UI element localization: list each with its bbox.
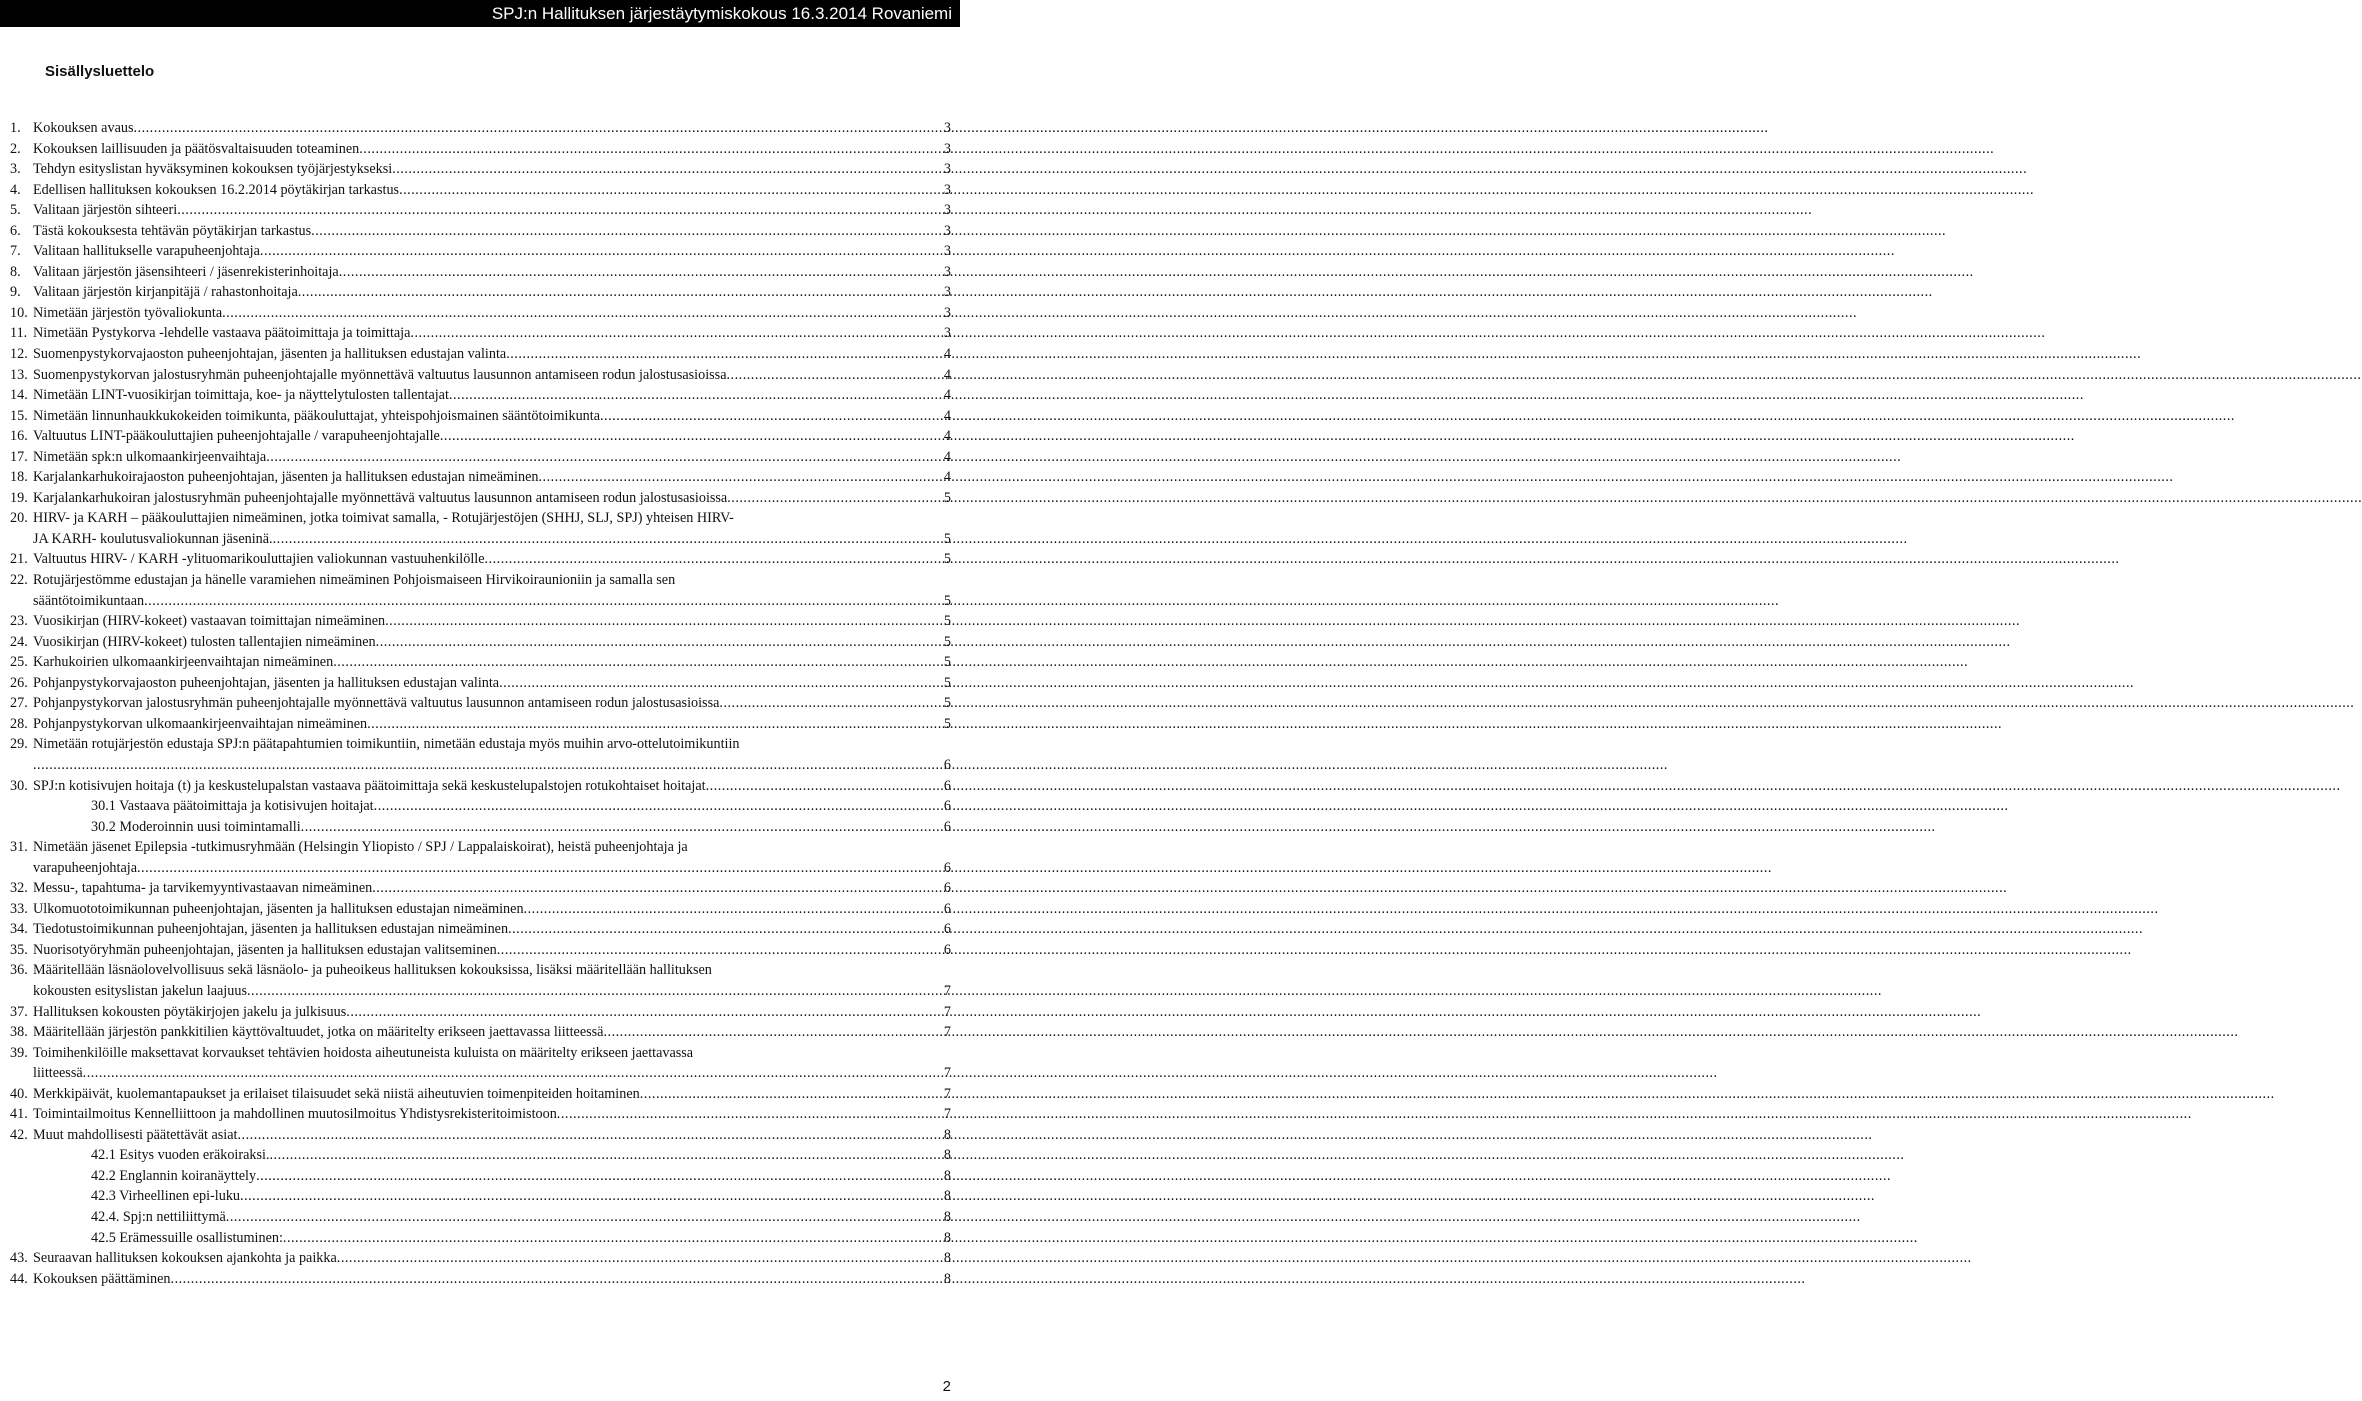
- toc-entry-title: Pohjanpystykorvajaoston puheenjohtajan, jäsenten ja hallituksen edustajan valinta: [33, 674, 500, 691]
- toc-entry[interactable]: [10, 673, 951, 694]
- toc-entry-page: 6: [943, 777, 951, 794]
- toc-entry-page: 6: [943, 798, 951, 815]
- toc-entry-title: 30.2 Moderoinnin uusi toimintamalli: [91, 818, 301, 835]
- toc-heading: Sisällysluettelo: [45, 63, 155, 80]
- toc-entry-page: 4: [943, 407, 951, 424]
- toc-entry-title: Muut mahdollisesti päätettävät asiat: [33, 1126, 238, 1143]
- toc-dot-leader: [171, 1269, 941, 1290]
- toc-entry-title: Nimetään linnunhaukkukokeiden toimikunta, pääkouluttajat, yhteispohjoismainen sääntötoimikunta: [33, 407, 600, 424]
- toc-entry-page: 6: [943, 941, 951, 958]
- toc-entry[interactable]: [10, 549, 951, 570]
- toc-entry[interactable]: [10, 139, 951, 160]
- toc-entry-number: 7.: [10, 243, 21, 260]
- toc-entry-page: 5: [943, 674, 951, 691]
- toc-entry-title: JA KARH- koulutusvaliokunnan jäseninä.: [33, 530, 273, 547]
- toc-entry[interactable]: [10, 632, 951, 653]
- toc-entry-title: Määritellään järjestön pankkitilien käyttövaltuudet, jotka on määritelty erikseen jaettavassa liitteessä: [33, 1024, 604, 1041]
- toc-dot-leader: [301, 817, 941, 838]
- toc-entry[interactable]: [10, 796, 951, 817]
- toc-entry[interactable]: [10, 426, 951, 447]
- toc-entry-title: Nuorisotyöryhmän puheenjohtajan, jäsenten ja hallituksen edustajan valitseminen: [33, 941, 497, 958]
- toc-entry-page: 5: [943, 695, 951, 712]
- toc-entry-number: 14.: [10, 387, 28, 404]
- toc-entry[interactable]: [10, 878, 951, 899]
- toc-entry-number: 16.: [10, 428, 28, 445]
- toc-dot-leader: [144, 591, 941, 612]
- toc-dot-leader: [372, 878, 941, 899]
- toc-dot-leader: [346, 1002, 941, 1023]
- toc-entry[interactable]: [10, 1269, 951, 1290]
- toc-dot-leader: [222, 303, 941, 324]
- toc-entry-page: 7: [943, 1085, 951, 1102]
- toc-dot-leader: [270, 1145, 941, 1166]
- toc-dot-leader: [640, 1084, 941, 1105]
- toc-dot-leader: [33, 755, 941, 776]
- toc-entry[interactable]: [10, 1022, 951, 1043]
- toc-entry-number: 3.: [10, 161, 21, 178]
- toc-entry-page: 8: [943, 1229, 951, 1246]
- toc-entry-page: 6: [943, 859, 951, 876]
- toc-entry-page: 3: [943, 120, 951, 136]
- toc-entry[interactable]: [10, 365, 951, 386]
- toc-entry-title: Nimetään järjestön työvaliokunta: [33, 304, 223, 321]
- toc-entry-page: 7: [943, 982, 951, 999]
- toc-entry[interactable]: [10, 303, 951, 324]
- toc-entry-number: 38.: [10, 1024, 28, 1041]
- toc-entry-page: 5: [943, 592, 951, 609]
- toc-dot-leader: [557, 1104, 941, 1125]
- toc-entry-page: 4: [943, 469, 951, 486]
- toc-dot-leader: [247, 981, 941, 1002]
- toc-entry[interactable]: [10, 282, 951, 303]
- document-header-title: SPJ:n Hallituksen järjestäytymiskokous 16.3.2014 Rovaniemi: [491, 4, 952, 23]
- toc-entry-title: Vuosikirjan (HIRV-kokeet) tulosten tallentajien nimeäminen: [33, 633, 376, 650]
- toc-entry-title: Tästä kokouksesta tehtävän pöytäkirjan tarkastus: [33, 222, 312, 239]
- toc-entry-number: 22.: [10, 572, 28, 589]
- toc-dot-leader: [238, 1125, 941, 1146]
- toc-dot-leader: [727, 488, 941, 509]
- toc-entry-page: 3: [943, 304, 951, 321]
- toc-entry-number: 32.: [10, 880, 28, 897]
- toc-entry-title-line1: Määritellään läsnäolovelvollisuus sekä läsnäolo- ja puheoikeus hallituksen kokouksissa, lisäksi määritellään hallituksen: [33, 962, 712, 979]
- toc-entry-number: 37.: [10, 1003, 28, 1020]
- toc-dot-leader: [256, 1166, 941, 1187]
- toc-dot-leader: [367, 714, 941, 735]
- toc-entry-title: Hallituksen kokousten pöytäkirjojen jakelu ja julkisuus: [33, 1003, 347, 1020]
- toc-dot-leader: [399, 180, 941, 201]
- toc-entry-page: 5: [943, 715, 951, 732]
- toc-dot-leader: [385, 611, 941, 632]
- toc-dot-leader: [177, 200, 941, 221]
- toc-entry-number: 4.: [10, 181, 21, 198]
- toc-entry[interactable]: [10, 1166, 951, 1187]
- toc-entry[interactable]: [10, 899, 951, 920]
- toc-dot-leader: [260, 241, 941, 262]
- toc-entry-title: Valtuutus LINT-pääkouluttajien puheenjohtajalle / varapuheenjohtajalle: [33, 428, 440, 445]
- toc-entry-number: 44.: [10, 1270, 28, 1287]
- toc-entry-title: Valitaan hallitukselle varapuheenjohtaja: [33, 243, 260, 260]
- toc-entry-page: 4: [943, 428, 951, 445]
- toc-entry-title: Seuraavan hallituksen kokouksen ajankohta ja paikka: [33, 1250, 337, 1267]
- toc-entry-page: 5: [943, 489, 951, 506]
- toc-entry[interactable]: [10, 1207, 951, 1228]
- toc-dot-leader: [273, 529, 941, 550]
- toc-entry[interactable]: [10, 344, 951, 365]
- toc-entry-page: 7: [943, 1065, 951, 1082]
- toc-entry-title: Valitaan järjestön kirjanpitäjä / rahastonhoitaja: [33, 284, 298, 301]
- toc-entry-title: Tehdyn esityslistan hyväksyminen kokouksen työjärjestykseksi: [33, 161, 393, 178]
- toc-dot-leader: [497, 940, 941, 961]
- toc-dot-leader: [485, 549, 941, 570]
- toc-dot-leader: [603, 1022, 940, 1043]
- toc-entry-page: 7: [943, 1106, 951, 1123]
- toc-entry-page: 8: [943, 1208, 951, 1225]
- toc-entry-number: 23.: [10, 613, 28, 630]
- toc-entry-title: Suomenpystykorvajaoston puheenjohtajan, jäsenten ja hallituksen edustajan valinta: [33, 346, 507, 363]
- toc-entry-title: 42.4. Spj:n nettiliittymä: [91, 1208, 226, 1225]
- toc-entry-page: 7: [943, 1003, 951, 1020]
- toc-entry-title: Edellisen hallituksen kokouksen 16.2.2014 pöytäkirjan tarkastus: [33, 181, 400, 198]
- toc-entry-title: Karhukoirien ulkomaankirjeenvaihtajan nimeäminen: [33, 654, 334, 671]
- toc-dot-leader: [374, 796, 941, 817]
- toc-entry-title: Messu-, tapahtuma- ja tarvikemyyntivastaavan nimeäminen: [33, 880, 373, 897]
- toc-entry[interactable]: [10, 1145, 951, 1166]
- toc-entry-number: 42.: [10, 1126, 28, 1143]
- toc-entry-page: 3: [943, 243, 951, 260]
- toc-dot-leader: [410, 323, 940, 344]
- toc-list: [10, 118, 951, 1289]
- toc-entry-title: 42.2 Englannin koiranäyttely: [91, 1167, 257, 1184]
- toc-entry[interactable]: [10, 467, 951, 488]
- toc-entry-number: 9.: [10, 284, 21, 301]
- toc-entry-title: 42.5 Erämessuille osallistuminen:: [91, 1229, 283, 1246]
- toc-entry[interactable]: [10, 385, 951, 406]
- toc-entry-title: 30.1 Vastaava päätoimittaja ja kotisivujen hoitajat: [91, 798, 374, 815]
- toc-entry-number: 11.: [10, 325, 28, 342]
- toc-entry-title: Kokouksen avaus: [33, 120, 134, 136]
- toc-entry[interactable]: [10, 611, 951, 632]
- toc-entry-number: 25.: [10, 654, 28, 671]
- toc-entry-number: 8.: [10, 263, 21, 280]
- toc-entry[interactable]: [10, 1186, 951, 1207]
- toc-dot-leader: [440, 426, 941, 447]
- toc-entry-number: 10.: [10, 304, 28, 321]
- toc-entry-number: 40.: [10, 1085, 28, 1102]
- toc-dot-leader: [706, 776, 941, 797]
- toc-dot-leader: [506, 344, 941, 365]
- toc-entry-number: 36.: [10, 962, 28, 979]
- toc-entry[interactable]: [10, 1248, 951, 1269]
- toc-entry[interactable]: [10, 652, 951, 673]
- toc-entry-number: 34.: [10, 921, 28, 938]
- toc-entry-number: 41.: [10, 1106, 28, 1123]
- toc-entry-number: 29.: [10, 736, 28, 753]
- toc-dot-leader: [226, 1207, 941, 1228]
- toc-entry-title-line1: HIRV- ja KARH – pääkouluttajien nimeäminen, jotka toimivat samalla, - Rotujärjestöjen (SHHJ, SLJ, SPJ) yhteisen HIRV-: [33, 510, 734, 527]
- toc-dot-leader: [538, 467, 940, 488]
- toc-entry-title: SPJ:n kotisivujen hoitaja (t) ja keskustelupalstan vastaava päätoimittaja sekä keskustelupalstojen rotukohtaiset hoitajat: [33, 777, 706, 794]
- toc-dot-leader: [133, 118, 940, 139]
- toc-entry-title: Karjalankarhukoirajaoston puheenjohtajan, jäsenten ja hallituksen edustajan nimeäminen: [33, 469, 539, 486]
- toc-entry[interactable]: [10, 1125, 951, 1146]
- toc-entry[interactable]: [10, 262, 951, 283]
- toc-entry-number: 13.: [10, 366, 28, 383]
- toc-entry[interactable]: [10, 1002, 951, 1023]
- toc-dot-leader: [333, 652, 941, 673]
- toc-entry[interactable]: [10, 200, 951, 221]
- toc-entry-page: 4: [943, 387, 951, 404]
- toc-entry-title-line1: Nimetään jäsenet Epilepsia -tutkimusryhmään (Helsingin Yliopisto / SPJ / Lappalaiskoirat), heistä puheenjohtaja ja: [33, 839, 688, 856]
- toc-entry-number: 20.: [10, 510, 28, 527]
- toc-entry[interactable]: [10, 180, 951, 201]
- toc-dot-leader: [499, 673, 941, 694]
- toc-entry-page: 8: [943, 1147, 951, 1164]
- toc-entry-number: 21.: [10, 551, 28, 568]
- toc-entry[interactable]: [10, 940, 951, 961]
- toc-entry-number: 19.: [10, 489, 28, 506]
- toc-dot-leader: [339, 262, 941, 283]
- toc-entry-title: Pohjanpystykorvan ulkomaankirjeenvaihtajan nimeäminen: [33, 715, 368, 732]
- toc-entry[interactable]: [10, 1104, 951, 1125]
- toc-entry-page: 5: [943, 551, 951, 568]
- toc-entry-number: 26.: [10, 674, 28, 691]
- toc-entry[interactable]: [10, 221, 951, 242]
- toc-entry-title: Valitaan järjestön sihteeri: [33, 202, 178, 219]
- toc-entry-page: 8: [943, 1188, 951, 1205]
- toc-dot-leader: [266, 447, 941, 468]
- toc-entry[interactable]: [10, 241, 951, 262]
- toc-entry-page: 6: [943, 880, 951, 897]
- toc-entry-page: 8: [943, 1126, 951, 1143]
- header-bar: [0, 0, 960, 27]
- toc-entry-title: Karjalankarhukoiran jalostusryhmän puheenjohtajalle myönnettävä valtuutus lausunnon antamiseen rodun jalostusasioissa: [33, 489, 728, 506]
- toc-entry-page: 3: [943, 222, 951, 239]
- page-number: 2: [942, 1378, 951, 1395]
- toc-entry-title-line1: Rotujärjestömme edustajan ja hänelle varamiehen nimeäminen Pohjoismaiseen Hirvikoiraunioniin ja samalla sen: [33, 572, 676, 589]
- toc-entry-title: varapuheenjohtaja: [33, 859, 137, 876]
- toc-entry-page: 5: [943, 654, 951, 671]
- toc-entry-page: 6: [943, 818, 951, 835]
- toc-entry-page: 3: [943, 202, 951, 219]
- toc-entry[interactable]: [10, 406, 951, 427]
- toc-entry[interactable]: [10, 1043, 951, 1084]
- toc-dot-leader: [449, 385, 941, 406]
- toc-entry-page: 3: [943, 284, 951, 301]
- toc-entry-number: 12.: [10, 346, 28, 363]
- toc-dot-leader: [311, 221, 941, 242]
- toc-entry[interactable]: [10, 159, 951, 180]
- toc-entry-title-line1: Toimihenkilöille maksettavat korvaukset tehtävien hoidosta aiheutuneista kuluista on määritelty erikseen jaettavassa: [33, 1044, 694, 1061]
- toc-entry-title: liitteessä: [33, 1065, 83, 1082]
- toc-entry[interactable]: [10, 323, 951, 344]
- toc-dot-leader: [298, 282, 941, 303]
- toc-entry-page: 5: [943, 530, 951, 547]
- toc-entry-title: Suomenpystykorvan jalostusryhmän puheenjohtajalle myönnettävä valtuutus lausunnon antamiseen rodun jalostusasioissa: [33, 366, 727, 383]
- toc-entry[interactable]: [10, 817, 951, 838]
- toc-dot-leader: [508, 919, 941, 940]
- toc-entry-title: sääntötoimikuntaan: [33, 592, 145, 609]
- toc-entry[interactable]: [10, 118, 951, 139]
- toc-entry-number: 1.: [10, 120, 21, 136]
- toc-entry-number: 17.: [10, 448, 28, 465]
- toc-entry-page: 8: [943, 1167, 951, 1184]
- toc-dot-leader: [337, 1248, 941, 1269]
- toc-entry-page: 3: [943, 325, 951, 342]
- toc-entry-number: 33.: [10, 900, 28, 917]
- toc-dot-leader: [376, 632, 941, 653]
- toc-entry-page: 3: [943, 181, 951, 198]
- toc-entry-page: 3: [943, 161, 951, 178]
- toc-entry-title: Nimetään Pystykorva -lehdelle vastaava päätoimittaja ja toimittaja: [33, 325, 411, 342]
- toc-entry-number: 24.: [10, 633, 28, 650]
- toc-entry-title: kokousten esityslistan jakelun laajuus: [33, 982, 247, 999]
- toc-entry-title: Tiedotustoimikunnan puheenjohtajan, jäsenten ja hallituksen edustajan nimeäminen: [33, 921, 509, 938]
- toc-entry[interactable]: [10, 734, 951, 775]
- toc-entry-number: 43.: [10, 1250, 28, 1267]
- toc-entry[interactable]: [10, 508, 951, 549]
- toc-entry-page: 4: [943, 346, 951, 363]
- toc-entry-page: 4: [943, 448, 951, 465]
- toc-entry-number: 5.: [10, 202, 21, 219]
- toc-entry-number: 28.: [10, 715, 28, 732]
- toc-dot-leader: [392, 159, 941, 180]
- toc-entry-number: 15.: [10, 407, 28, 424]
- toc-entry-page: 7: [943, 1024, 951, 1041]
- toc-entry[interactable]: [10, 570, 951, 611]
- toc-entry-title: 42.3 Virheellinen epi-luku: [91, 1188, 241, 1205]
- toc-entry-page: 6: [943, 900, 951, 917]
- toc-entry-title: Kokouksen päättäminen: [33, 1270, 171, 1287]
- toc-dot-leader: [600, 406, 941, 427]
- toc-dot-leader: [283, 1228, 941, 1249]
- toc-dot-leader: [524, 899, 941, 920]
- toc-entry[interactable]: [10, 1228, 951, 1249]
- toc-entry-page: 8: [943, 1270, 951, 1287]
- toc-entry-title: Valtuutus HIRV- / KARH -ylituomarikouluttajien valiokunnan vastuuhenkilölle: [33, 551, 485, 568]
- toc-entry[interactable]: [10, 714, 951, 735]
- toc-entry-page: 5: [943, 613, 951, 630]
- toc-entry[interactable]: [10, 488, 951, 509]
- toc-entry-number: 27.: [10, 695, 28, 712]
- toc-entry[interactable]: [10, 776, 951, 797]
- toc-entry-page: 5: [943, 633, 951, 650]
- toc-entry[interactable]: [10, 960, 951, 1001]
- toc-entry[interactable]: [10, 1084, 951, 1105]
- toc-entry-number: 35.: [10, 941, 28, 958]
- toc-entry-page: 6: [943, 756, 951, 773]
- toc-entry-number: 30.: [10, 777, 28, 794]
- toc-entry-title: 42.1 Esitys vuoden eräkoiraksi.: [91, 1147, 270, 1164]
- toc-entry-number: 2.: [10, 140, 21, 157]
- toc-entry[interactable]: [10, 693, 951, 714]
- toc-entry-title: Nimetään LINT-vuosikirjan toimittaja, koe- ja näyttelytulosten tallentajat: [33, 387, 449, 404]
- toc-entry[interactable]: [10, 919, 951, 940]
- toc-entry-title: Vuosikirjan (HIRV-kokeet) vastaavan toimittajan nimeäminen: [33, 613, 386, 630]
- toc-dot-leader: [240, 1186, 941, 1207]
- toc-entry-page: 6: [943, 921, 951, 938]
- toc-entry-title: Kokouksen laillisuuden ja päätösvaltaisuuden toteaminen: [33, 140, 360, 157]
- toc-entry-page: 3: [943, 263, 951, 280]
- toc-entry-page: 4: [943, 366, 951, 383]
- toc-entry-title: Ulkomuototoimikunnan puheenjohtajan, jäsenten ja hallituksen edustajan nimeäminen: [33, 900, 524, 917]
- toc-entry-title: Pohjanpystykorvan jalostusryhmän puheenjohtajalle myönnettävä valtuutus lausunnon antamiseen rodun jalostusasioissa: [33, 695, 720, 712]
- toc-entry-number: 31.: [10, 839, 28, 856]
- toc-dot-leader: [137, 858, 941, 879]
- toc-dot-leader: [719, 693, 941, 714]
- toc-entry-page: 8: [943, 1250, 951, 1267]
- toc-entry-title: Valitaan järjestön jäsensihteeri / jäsenrekisterinhoitaja: [33, 263, 339, 280]
- toc-entry[interactable]: [10, 447, 951, 468]
- toc-entry-title-line1: Nimetään rotujärjestön edustaja SPJ:n päätapahtumien toimikuntiin, nimetään edustaja myös muihin arvo-ottelutoimikuntiin: [33, 736, 740, 753]
- toc-entry-page: 3: [943, 140, 951, 157]
- toc-entry-number: 18.: [10, 469, 28, 486]
- toc-entry-title: Toimintailmoitus Kennelliittoon ja mahdollinen muutosilmoitus Yhdistysrekisteritoimistoon: [33, 1106, 557, 1123]
- toc-entry-title: Nimetään spk:n ulkomaankirjeenvaihtaja: [33, 448, 267, 465]
- toc-entry[interactable]: [10, 837, 951, 878]
- toc-entry-number: 6.: [10, 222, 21, 239]
- toc-dot-leader: [359, 139, 941, 160]
- toc-dot-leader: [727, 365, 941, 386]
- toc-dot-leader: [83, 1063, 941, 1084]
- toc-entry-title: Merkkipäivät, kuolemantapaukset ja erilaiset tilaisuudet sekä niistä aiheutuvien toimenpiteiden hoitaminen: [33, 1085, 640, 1102]
- toc-entry-number: 39.: [10, 1044, 28, 1061]
